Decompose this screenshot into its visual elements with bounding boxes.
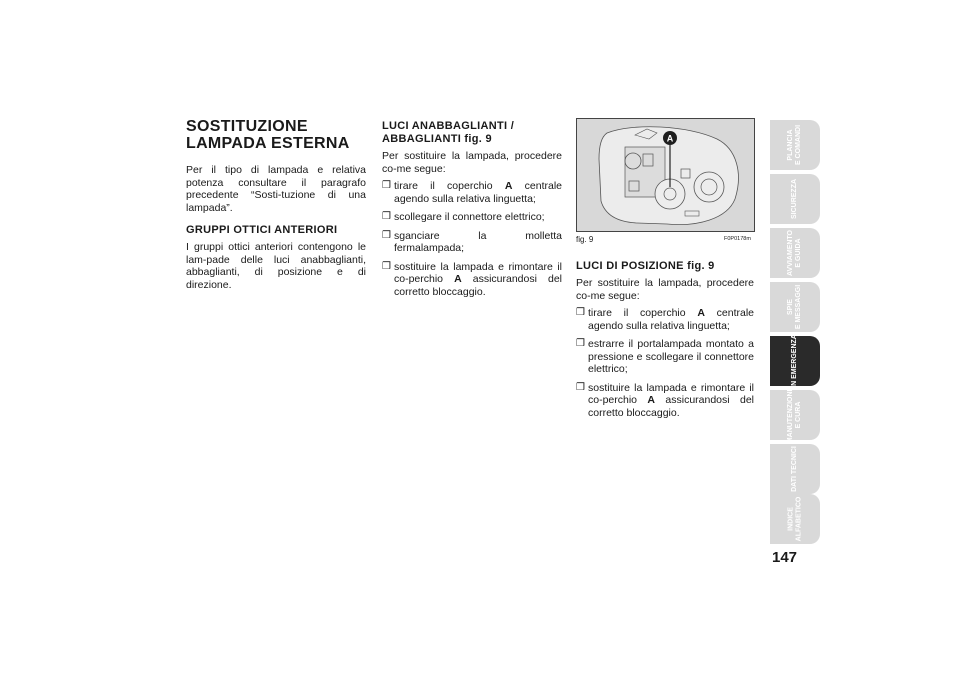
tab-indice-alfabetico[interactable]	[770, 494, 820, 544]
main-title-line1: SOSTITUZIONE	[186, 118, 308, 135]
front-groups-text: I gruppi ottici anteriori contengono le lam-pade delle luci anabbaglianti, abbaglianti, di posizione e di direzione.	[186, 241, 366, 291]
tab-label: DATI TECNICI	[790, 446, 798, 492]
checkbox-bullet-icon: ❒	[382, 211, 391, 222]
figure-code: F0P0178m	[724, 236, 751, 242]
tab-plancia-e-comandi[interactable]	[770, 120, 820, 170]
position-lights-steps	[576, 307, 754, 419]
intro-paragraph: Per il tipo di lampada e relativa potenza consultare il paragrafo precedente “Sosti-tuzione di una lampada”.	[186, 164, 366, 214]
column-middle	[382, 120, 562, 304]
tab-manutenzione-e-cura[interactable]	[770, 386, 820, 444]
low-high-beam-steps	[382, 180, 562, 298]
tab-spie-e-messaggi[interactable]	[770, 282, 820, 332]
low-high-beam-intro: Per sostituire la lampada, procedere co-me segue:	[382, 150, 562, 175]
list-item: ❒ tirare il coperchio A centrale agendo sulla relativa linguetta;	[382, 180, 562, 205]
list-item: ❒ sostituire la lampada e rimontare il co-perchio A assicurandosi del corretto bloccaggio.	[576, 381, 754, 419]
column-right	[576, 260, 754, 425]
front-groups-title: GRUPPI OTTICI ANTERIORI	[186, 224, 338, 236]
checkbox-bullet-icon: ❒	[382, 229, 391, 241]
headlamp-figure	[576, 118, 755, 232]
tab-avviamento-e-guida[interactable]	[770, 228, 820, 278]
list-item: ❒ sostituire la lampada e rimontare il co-perchio A assicurandosi del corretto bloccaggio.	[382, 260, 562, 298]
tab-in-emergenza[interactable]	[770, 336, 820, 386]
main-title-line2: LAMPADA ESTERNA	[186, 135, 350, 152]
tab-label: PLANCIA E COMANDI	[787, 124, 802, 166]
main-title	[186, 118, 366, 152]
checkbox-bullet-icon: ❒	[382, 260, 391, 272]
tab-label: MANUTENZIONE E CURA	[787, 386, 803, 444]
checkbox-bullet-icon: ❒	[576, 381, 585, 393]
tab-label: SICUREZZA	[791, 178, 798, 220]
low-high-beam-title	[382, 120, 562, 146]
low-high-beam-title-line1: LUCI ANABBAGLIANTI /	[382, 120, 515, 132]
tab-sicurezza[interactable]	[770, 174, 820, 224]
tab-label: AVVIAMENTO E GUIDA	[787, 229, 802, 277]
position-lights-intro: Per sostituire la lampada, procedere co-me segue:	[576, 277, 754, 302]
column-left	[186, 118, 366, 296]
tab-label: SPIE E MESSAGGI	[787, 284, 802, 330]
tab-label: INDICE ALFABETICO	[786, 496, 802, 542]
figure-caption: fig. 9	[576, 235, 594, 244]
headlamp-illustration	[577, 119, 754, 231]
list-item: ❒ scollegare il connettore elettrico;	[382, 211, 545, 223]
tab-dati-tecnici[interactable]	[770, 444, 820, 494]
callout-a-label: A	[666, 133, 674, 144]
tab-label: IN EMERGENZA	[791, 334, 799, 388]
low-high-beam-title-line2: ABBAGLIANTI fig. 9	[382, 133, 492, 145]
page-number: 147	[772, 549, 798, 566]
checkbox-bullet-icon: ❒	[576, 307, 585, 318]
position-lights-title: LUCI DI POSIZIONE fig. 9	[576, 260, 715, 272]
checkbox-bullet-icon: ❒	[382, 180, 391, 191]
list-item: ❒ estrarre il portalampada montato a pressione e scollegare il connettore elettrico;	[576, 338, 754, 375]
list-item: ❒ tirare il coperchio A centrale agendo sulla relativa linguetta;	[576, 307, 754, 332]
checkbox-bullet-icon: ❒	[576, 338, 585, 349]
list-item: ❒ sganciare la molletta fermalampada;	[382, 229, 562, 254]
